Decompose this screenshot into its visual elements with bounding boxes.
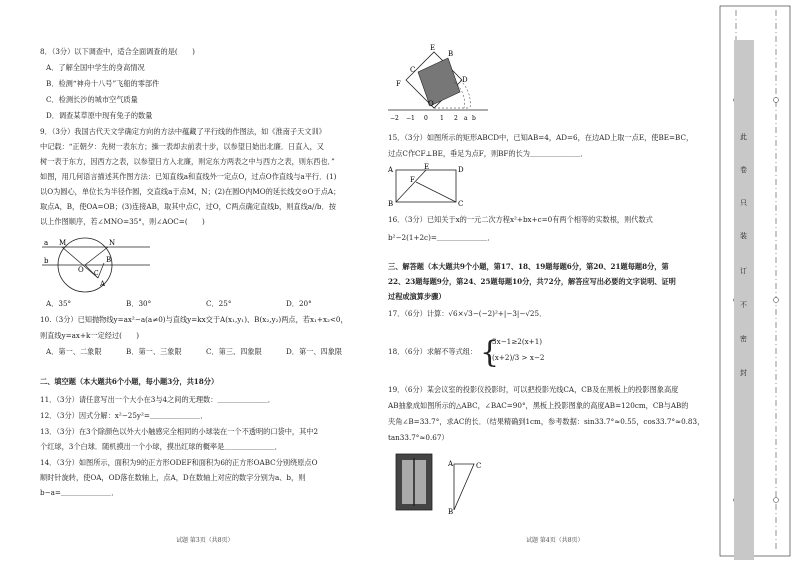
q14-line1: 14．（3分）如图所示，面积为9的正方形ODEF和面积为6的正方形OABC分别绕原点O: [40, 458, 318, 467]
q13-line1: 13．（3分）在3个除颜色以外大小触感完全相同的小球装在一个不透明的口袋中，其中2: [40, 427, 319, 436]
binding-item-8: 封: [740, 369, 747, 377]
q14-tick-b: b: [472, 115, 476, 122]
binding-item-6: 不: [740, 301, 747, 309]
q9-line7: 以上作图顺序，若∠MNO=35°，则∠AOC=( ): [40, 217, 205, 226]
q8-option-a: A．了解全国中学生的身高情况: [46, 63, 145, 72]
q9-label-b: B: [106, 256, 112, 264]
q15-label-e: E: [424, 163, 430, 171]
q9-line5: 以O为圆心，单位长为半径作圆，交直线a于点M，N；(2)在圆O内MO的延长线交⊙O于点A；: [40, 187, 341, 196]
q14-label-c: C: [410, 66, 416, 74]
q9-line4: 如图，用几何语言描述其作图方法：已知直线a和直线外一定点O，过点O作直线与a平行．(1): [40, 172, 337, 181]
q16-line1: 16．（3分）已知关于x的一元二次方程x²+bx+c=0有两个相等的实数根，则代数式: [388, 215, 653, 224]
q18-brace: {: [480, 335, 500, 370]
binding-item-7: 密: [740, 335, 747, 343]
section-3-heading-2: 22、23题每题9分，第24、25题每题10分，共72分，解答应写出必要的文字说明、证明: [388, 277, 676, 286]
q8-stem: 8．（3分）以下调查中，适合全面调查的是( ): [40, 47, 195, 56]
q18-eq2: (x+2)/3 > x−2: [492, 353, 545, 362]
q12: 12．（3分）因式分解：x²−25y²=＿＿＿＿＿＿＿．: [40, 411, 208, 420]
q11: 11．（3分）请任意写出一个大小在3与4之间的无理数：＿＿＿＿＿＿＿．: [40, 395, 275, 404]
q14-tick-1: 1: [440, 115, 444, 122]
q14-label-e: E: [430, 44, 436, 52]
q19-line4: tan33.7°≈0.67）: [388, 433, 449, 442]
page-3: [40, 0, 360, 561]
q14-line3: b−a=＿＿＿＿＿＿＿．: [40, 488, 119, 497]
q19-line1: 19．（6分）某会议室的投影仪投影时，可以把投影光线CA，CB及在黑板上的投影图象高度: [388, 385, 679, 394]
q15-label-c: C: [458, 200, 464, 208]
q19-label-c: C: [476, 462, 482, 470]
q9-option-c: C．25°: [206, 299, 232, 308]
q14-label-b: B: [448, 50, 454, 58]
q9-label-c: C: [94, 270, 99, 277]
q9-line2: 中记载：“正朝夕：先树一表东方；操一表却去前表十步，以参望日始出北廉．日直入，又: [40, 142, 324, 151]
q10-option-b: B．第一、三象限: [126, 347, 182, 356]
q16-line2: b²−2(1+2c)=＿＿＿＿＿＿＿．: [388, 233, 495, 242]
q14-tick-a: a: [464, 115, 468, 122]
q18-eq1: 3x−1≥2(x+1): [492, 337, 543, 346]
q9-line6: 取点A，B，使OA=OB；(3)连接AB，取其中点C，过O，C两点确定直线b，则直线a//b．按: [40, 202, 336, 211]
q15-label-d: D: [458, 166, 464, 174]
q9-line1: 9．（3分）我国古代天文学确定方向的方法中蕴藏了平行线的作图法，如《淮南子天文训》: [40, 127, 326, 136]
q14-tick-2: 2: [454, 115, 458, 122]
q13-line2: 个红球，3个白球．随机摸出一个小球，摸出红球的概率是＿＿＿＿＿＿＿．: [40, 442, 282, 451]
q9-figure: [40, 234, 160, 296]
q14-line2: 顺时针旋转，使OA，OD落在数轴上，点A，D在数轴上对应的数字分别为a、b，则: [40, 473, 306, 482]
page-4-footer: 试题 第4页（共8页）: [526, 537, 584, 544]
q9-label-a-line: a: [44, 239, 49, 247]
q15-line2: 过点C作CF⊥BE，垂足为点F，则BF的长为＿＿＿＿＿＿＿．: [388, 149, 588, 158]
section-3-heading-3: 过程或演算步骤）: [388, 292, 446, 301]
q14-label-d: D: [462, 76, 468, 84]
binding-item-2: 卷: [740, 166, 747, 174]
page-3-footer: 试题 第3页（共8页）: [176, 537, 234, 544]
q14-tick-0: 0: [424, 115, 428, 122]
q14-tick-neg1: −1: [406, 115, 415, 122]
q18-label: 18．（6分）求解不等式组：: [388, 347, 478, 356]
q14-tick-neg2: −2: [390, 115, 399, 122]
q19-label-a: A: [448, 460, 454, 468]
q15-label-a: A: [388, 166, 394, 174]
q19-line2: AB抽象成如图所示的△ABC，∠BAC=90°，黑板上投影图象的高度AB=120cm，CB与AB的: [388, 401, 689, 410]
q9-option-a: A．35°: [46, 299, 72, 308]
q10-line1: 10.（3分）已知抛物线y=ax²−a(a≠0)与直线y=kx交于A(x₁,y₁)、B(x₂,y₂)两点，若x₁+x₂<0，: [40, 315, 348, 324]
q8-option-b: B．检测“神舟十八号”飞船的零部件: [46, 79, 160, 88]
section-2-heading: 二、填空题（本大题共6个小题，每小题3分，共18分）: [40, 377, 219, 386]
q8-option-c: C．检测长沙的城市空气质量: [46, 95, 138, 104]
binding-item-5: 订: [740, 267, 747, 275]
q10-option-a: A．第一、二象限: [46, 347, 102, 356]
q9-label-m: M: [59, 239, 67, 247]
q8-option-d: D．调查某草原中现有兔子的数量: [46, 111, 153, 120]
q10-option-d: D．第一、四象限: [286, 347, 343, 356]
q9-label-o: O: [78, 266, 84, 274]
q19-label-b: B: [448, 508, 454, 516]
q9-option-b: B．30°: [126, 299, 152, 308]
page-4: [388, 0, 710, 561]
q9-label-n: N: [109, 239, 116, 247]
q9-label-a: A: [100, 280, 106, 288]
q19-line3: 夹角∠B=33.7°，求AC的长．（结果精确到1cm，参考数据：sin33.7°≈0.55，cos33.7°≈0.83，: [388, 417, 705, 426]
q14-label-f: F: [396, 80, 401, 88]
q19-figure: [388, 448, 498, 518]
q15-label-f: F: [410, 176, 415, 184]
q10-line2: 则直线y=ax+k一定经过( ): [40, 331, 140, 340]
binding-item-4: 装: [740, 232, 747, 240]
binding-item-3: 只: [740, 199, 747, 207]
binding-item-1: 此: [740, 133, 747, 141]
q10-option-c: C．第三、四象限: [206, 347, 262, 356]
q14-label-o: O: [428, 100, 434, 108]
q9-label-b-line: b: [44, 257, 49, 265]
section-3-heading-1: 三、解答题（本大题共9个小题，第17、18、19题每题6分，第20、21题每题8分，第: [388, 262, 669, 271]
q15-label-b: B: [388, 200, 394, 208]
q15-figure: [388, 164, 468, 208]
q15-line1: 15．（3分）如图所示的矩形ABCD中，已知AB=4，AD=6，在边AD上取一点E，使BE=BC，: [388, 133, 694, 142]
q9-line3: 树一表于东方，因西方之表，以参望日方入北廉，则定东方两表之中与西方之表，则东西也．”: [40, 157, 335, 166]
q17: 17．（6分）计算：√6×√3−(−2)²+|−3|−√25．: [388, 309, 547, 318]
q9-option-d: D．20°: [286, 299, 312, 308]
